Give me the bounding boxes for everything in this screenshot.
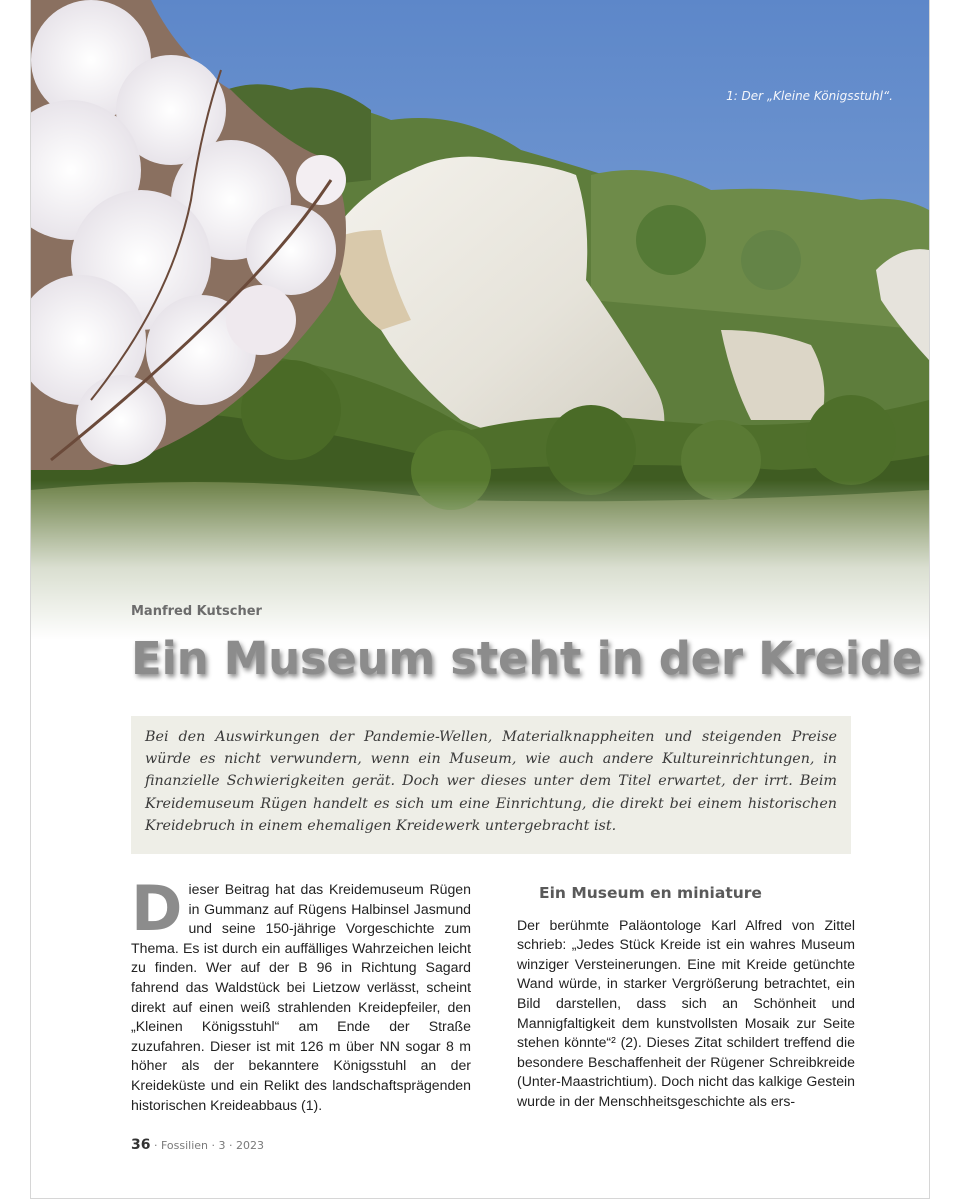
body-column-left: [131, 872, 471, 1115]
lead-paragraph: Bei den Auswirkungen der Pandemie-Wellen, Materialknappheiten und steigenden Preise würde es nicht verwundern, wenn ein Museum, wie auch andere Kultureinrichtungen, in finanzielle Schwierigkeiten gerät. Doch wer dieses unter dem Titel erwartet, der irrt. Beim Kreidemuseum Rügen handelt es sich um eine Einrichtung, die direkt bei einem historischen Kreidebruch in einem ehemaligen Kreidewerk untergebracht ist.: [131, 716, 851, 854]
drop-cap: D: [131, 872, 183, 945]
page-number: 36: [131, 1137, 151, 1153]
article-title: Ein Museum steht in der Kreide: [131, 632, 923, 685]
body-column-right: [517, 880, 855, 1112]
author-name: Manfred Kutscher: [131, 604, 262, 619]
body-text-right: Der berühmte Paläontologe Karl Alfred von Zittel schrieb: „Jedes Stück Kreide ist ein wahres Museum winziger Versteinerungen. Eine mit Kreide getünchte Wand würde, in starker Vergrößerung betrachtet, ein Bild darstellen, dass sich an Schönheit und Mannigfaltigkeit dem kunstvollsten Mosaik zur Seite stehen könnte“² (2). Dieses Zitat schildert treffend die besondere Beschaffenheit der Rügener Schreibkreide (Unter-Maastrichtium). Doch nicht das kalkige Gestein wurde in der Menschheitsgeschichte als ers-: [517, 916, 855, 1109]
page-footer: [131, 1137, 264, 1153]
magazine-page: [30, 0, 930, 1199]
header-photo: [31, 0, 929, 640]
issue-info: · Fossilien · 3 · 2023: [150, 1139, 264, 1152]
body-text-left: ieser Beitrag hat das Kreidemuseum Rügen in Gummanz auf Rügens Halbinsel Jasmund und seine 150-jährige Vorgeschichte zum Thema. Es ist durch ein auffälliges Wahrzeichen leicht zu finden. Wer auf der B 96 in Richtung Sagard fahrend das Waldstück bei Lietzow verlässt, scheint direkt auf einen weiß strahlenden Kreidepfeiler, den „Kleinen Königsstuhl“ am Ende der Straße zuzufahren. Dieser ist mit 126 m über NN sogar 8 m höher als der bekanntere Königsstuhl an der Kreideküste und ein Relikt des landschaftsprägenden historischen Kreideabbaus (1).: [131, 881, 471, 1113]
section-subheading: Ein Museum en miniature: [539, 884, 762, 902]
photo-caption: 1: Der „Kleine Königsstuhl“.: [726, 89, 893, 103]
